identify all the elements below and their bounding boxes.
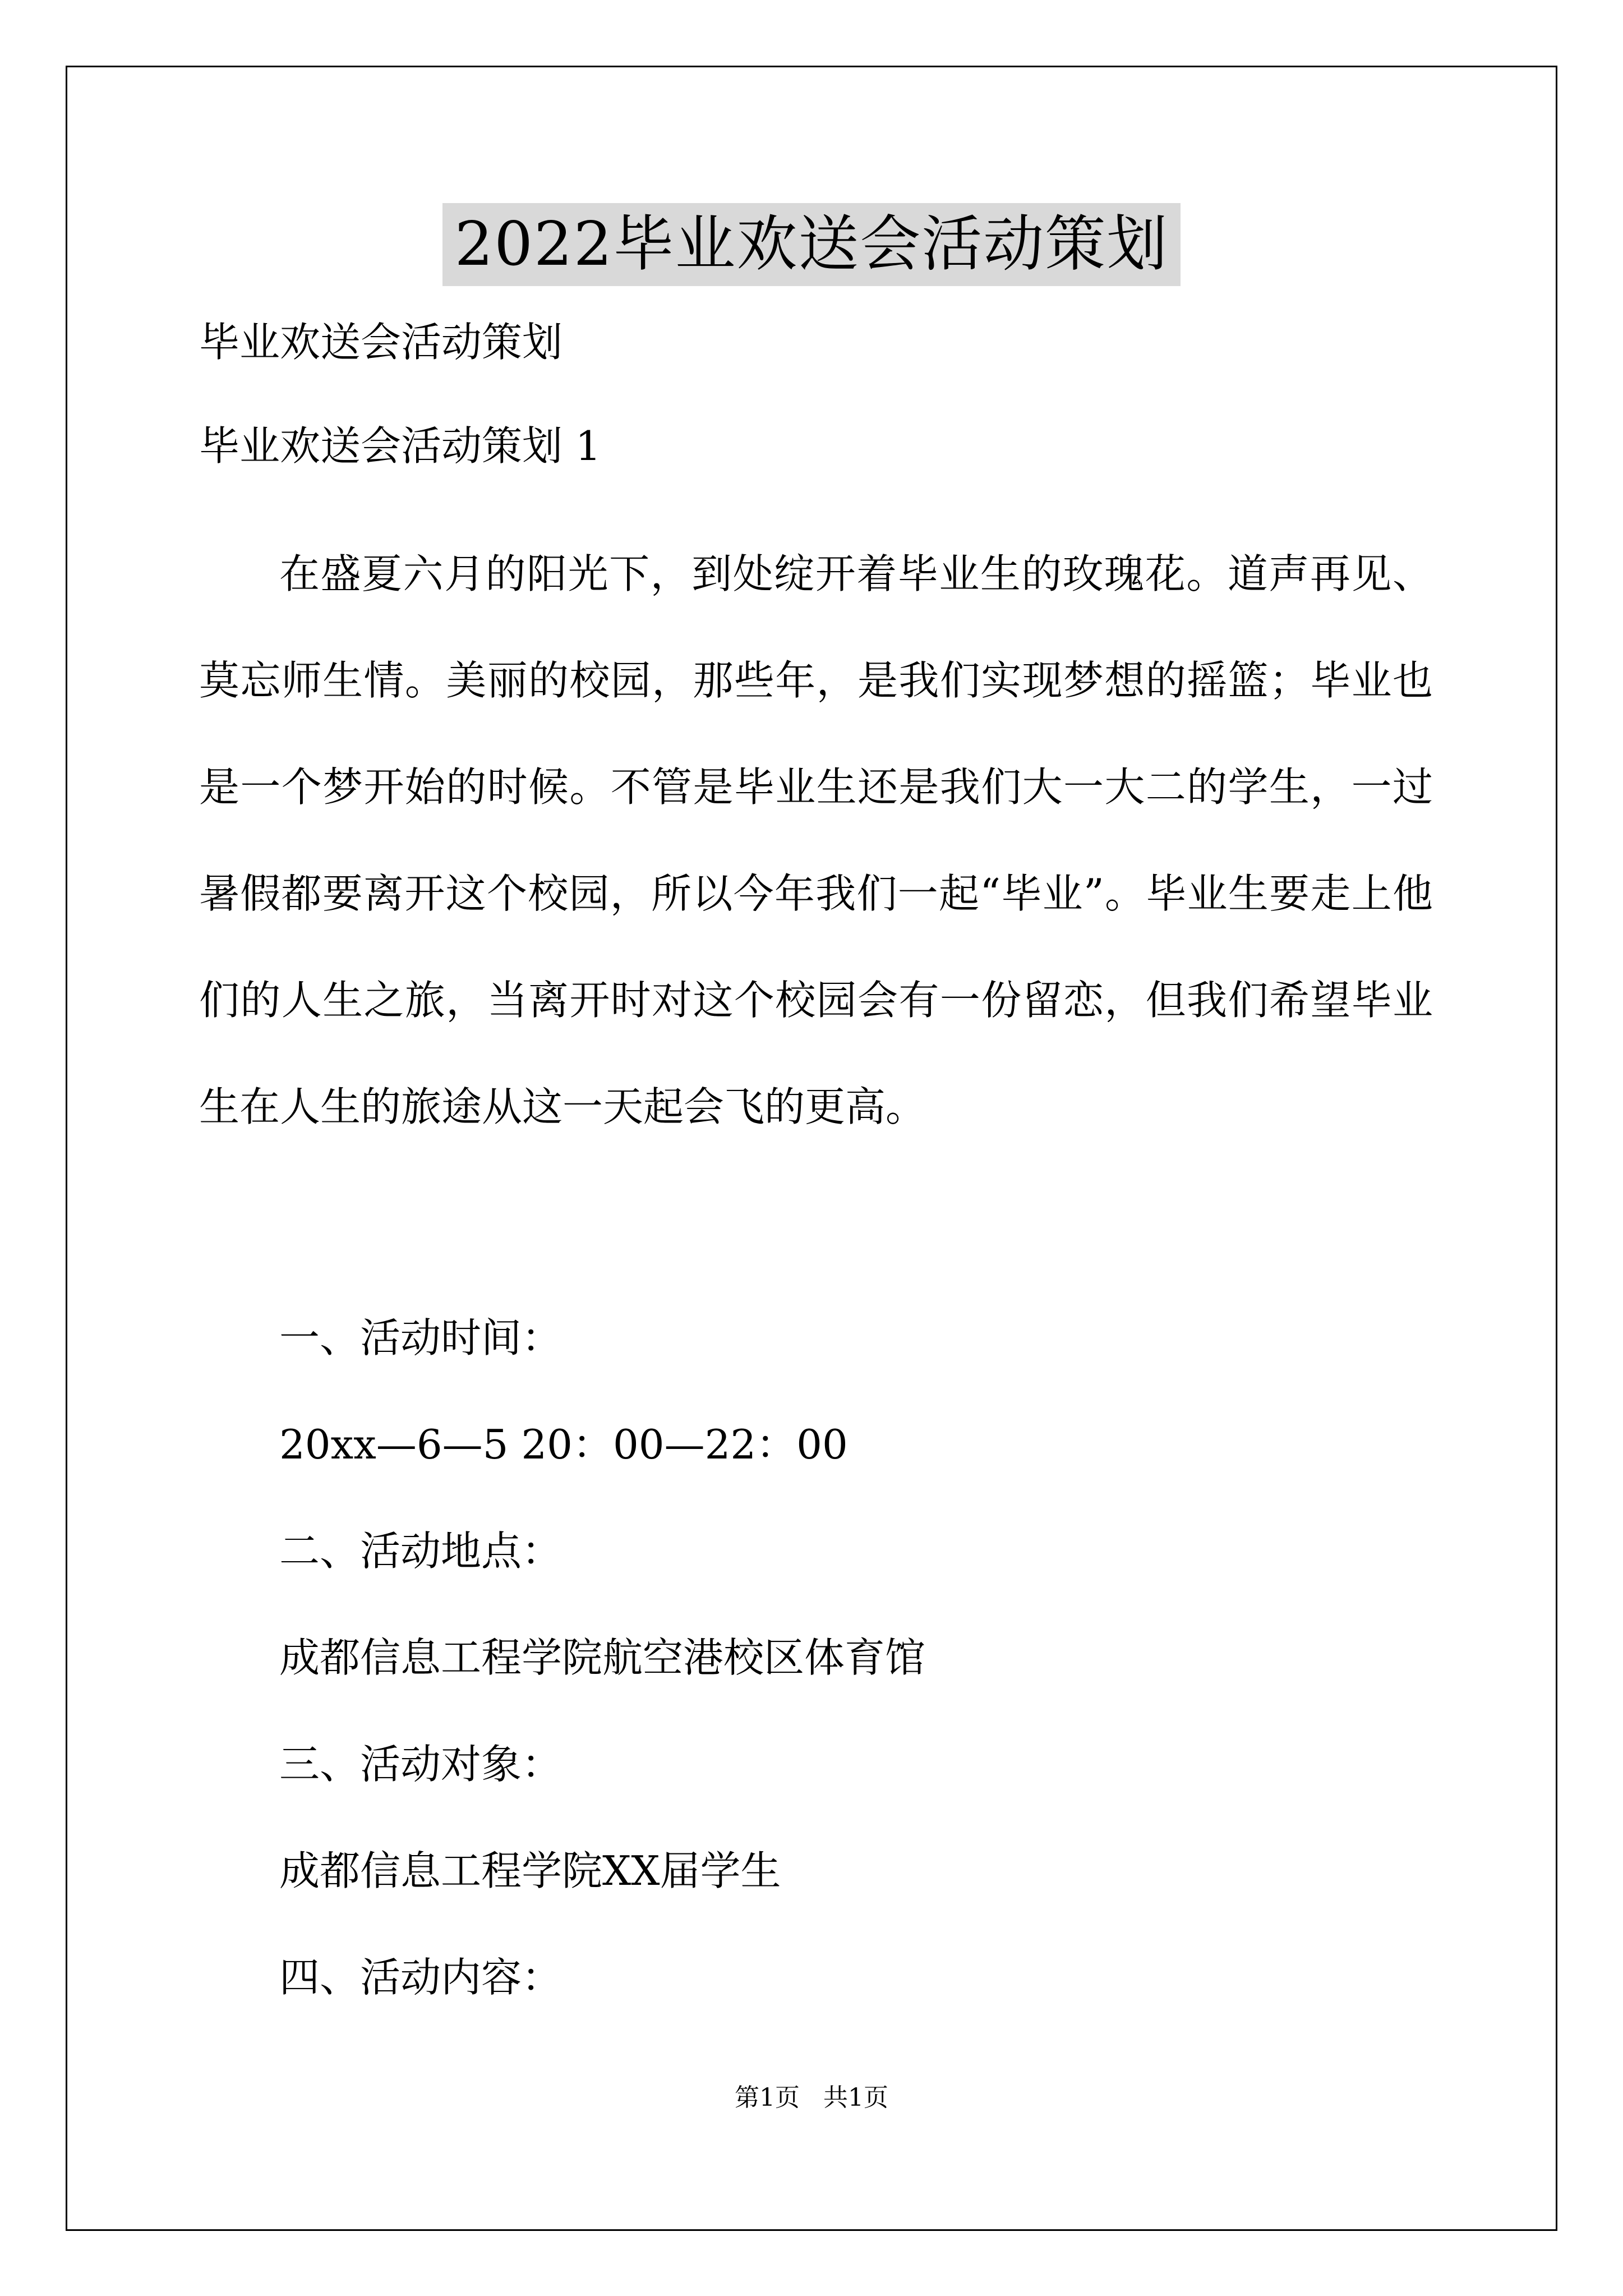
title-container (0, 203, 1623, 286)
item-audience-value: 成都信息工程学院XX届学生 (279, 1847, 781, 1894)
intro-paragraph: 在盛夏六月的阳光下，到处绽开着毕业生的玫瑰花。道声再见、莫忘师生情。美丽的校园，那些年，是我们实现梦想的摇篮；毕业也是一个梦开始的时候。不管是毕业生还是我们大一大二的学生，一过暑假都要离开这个校园，所以今年我们一起“毕业”。毕业生要走上他们的人生之旅，当离开时对这个校园会有一份留恋，但我们希望毕业生在人生的旅途从这一天起会飞的更高。 (199, 550, 1433, 1130)
item-location-value: 成都信息工程学院航空港校区体育馆 (279, 1634, 926, 1681)
item-audience-heading: 三、活动对象： (279, 1741, 562, 1788)
document-subtitle: 毕业欢送会活动策划 (199, 319, 563, 366)
item-location-heading: 二、活动地点： (279, 1527, 562, 1575)
document-title: 2022毕业欢送会活动策划 (442, 203, 1181, 286)
section-heading: 毕业欢送会活动策划 1 (199, 422, 601, 470)
item-time-heading: 一、活动时间： (279, 1314, 562, 1361)
page-footer: 第1页 共1页 (735, 2083, 888, 2112)
item-time-value: 20xx—6—5 20：00—22：00 (279, 1421, 848, 1468)
item-content-heading: 四、活动内容： (279, 1954, 562, 2001)
